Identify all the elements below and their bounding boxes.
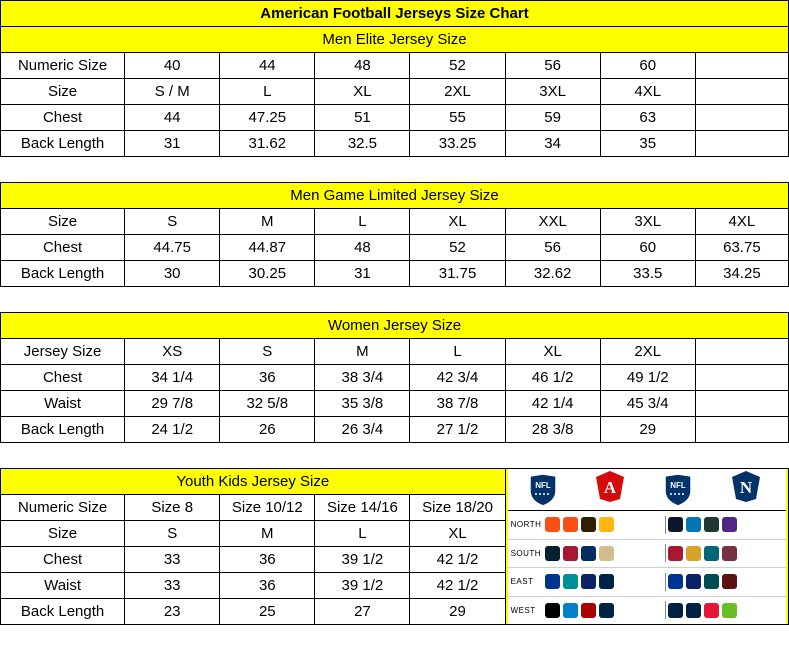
team-logo-icon	[545, 603, 560, 618]
division-label: WEST	[510, 605, 536, 615]
table-row	[1, 131, 789, 157]
row-label: Size	[1, 79, 125, 105]
team-logo-icon	[581, 603, 596, 618]
row-value: 26	[220, 417, 315, 443]
row-value: 33.25	[410, 131, 505, 157]
row-value: S / M	[125, 79, 220, 105]
row-value: 27 1/2	[410, 417, 505, 443]
table-row	[1, 53, 789, 79]
row-value: 31.75	[410, 261, 505, 287]
team-logo-icon	[722, 603, 737, 618]
row-value: 34 1/4	[125, 365, 220, 391]
section-title-row	[1, 27, 789, 53]
conference-divider	[665, 516, 666, 534]
row-value: 59	[505, 105, 600, 131]
table-row	[1, 79, 789, 105]
section-title-row	[1, 183, 789, 209]
team-logo-icon	[704, 546, 719, 561]
empty-cell	[695, 53, 788, 79]
row-value: 3XL	[505, 79, 600, 105]
row-value: 36	[220, 573, 315, 599]
team-logo-icon	[704, 517, 719, 532]
empty-cell	[695, 131, 788, 157]
row-value: XL	[410, 209, 505, 235]
row-value: 45 3/4	[600, 391, 695, 417]
row-value: 32 5/8	[220, 391, 315, 417]
row-value: XS	[125, 339, 220, 365]
section-spacer	[1, 443, 789, 469]
table-row	[1, 417, 789, 443]
team-logo-icon	[668, 603, 683, 618]
team-logo-icon	[581, 546, 596, 561]
page-title: American Football Jerseys Size Chart	[1, 1, 789, 27]
row-label: Waist	[1, 391, 125, 417]
row-label: Back Length	[1, 131, 125, 157]
row-value: 44	[125, 105, 220, 131]
section-title: Men Elite Jersey Size	[1, 27, 789, 53]
table-row	[1, 339, 789, 365]
division-label: NORTH	[510, 520, 542, 530]
row-value: L	[410, 339, 505, 365]
team-logo-icon	[722, 574, 737, 589]
row-label: Jersey Size	[1, 339, 125, 365]
division-row	[508, 597, 786, 625]
row-value: XL	[505, 339, 600, 365]
row-value: 30.25	[220, 261, 315, 287]
row-value: 32.5	[315, 131, 410, 157]
afc-team-logos	[545, 546, 663, 561]
row-value: 42 1/4	[505, 391, 600, 417]
team-logo-icon	[563, 603, 578, 618]
row-value: 33	[125, 547, 220, 573]
row-value: 44	[220, 53, 315, 79]
row-value: 29	[600, 417, 695, 443]
row-value: 2XL	[410, 79, 505, 105]
empty-cell	[695, 417, 788, 443]
row-label: Chest	[1, 365, 125, 391]
row-value: 44.87	[220, 235, 315, 261]
row-value: Size 10/12	[220, 495, 315, 521]
row-value: 44.75	[125, 235, 220, 261]
row-value: Size 18/20	[410, 495, 505, 521]
team-logo-icon	[686, 517, 701, 532]
row-label: Chest	[1, 235, 125, 261]
empty-cell	[695, 365, 788, 391]
row-value: 38 7/8	[410, 391, 505, 417]
afc-logo-icon	[590, 469, 630, 510]
section-spacer-cell	[1, 157, 789, 183]
row-value: 48	[315, 53, 410, 79]
team-logo-icon	[581, 517, 596, 532]
team-logo-icon	[686, 574, 701, 589]
row-value: 4XL	[695, 209, 788, 235]
team-logo-icon	[581, 574, 596, 589]
team-logo-icon	[704, 574, 719, 589]
row-value: 3XL	[600, 209, 695, 235]
team-logo-icon	[563, 517, 578, 532]
row-value: 47.25	[220, 105, 315, 131]
team-logo-icon	[686, 546, 701, 561]
conference-divider	[665, 601, 666, 619]
row-value: 27	[315, 599, 410, 625]
row-value: 34	[505, 131, 600, 157]
row-value: 48	[315, 235, 410, 261]
row-label: Chest	[1, 547, 125, 573]
row-value: M	[220, 521, 315, 547]
section-spacer-cell	[1, 287, 789, 313]
row-value: 42 1/2	[410, 547, 505, 573]
row-value: 34.25	[695, 261, 788, 287]
row-value: XL	[315, 79, 410, 105]
row-value: 51	[315, 105, 410, 131]
afc-team-logos	[545, 517, 663, 532]
table-row	[1, 261, 789, 287]
team-logo-icon	[545, 574, 560, 589]
empty-cell	[695, 339, 788, 365]
row-value: M	[315, 339, 410, 365]
team-logo-icon	[722, 517, 737, 532]
team-logo-icon	[668, 546, 683, 561]
document-title-row	[1, 1, 789, 27]
division-row	[508, 511, 786, 540]
row-value: 56	[505, 235, 600, 261]
row-value: 52	[410, 235, 505, 261]
nfl-shield-icon	[663, 473, 693, 507]
conference-divider	[665, 544, 666, 562]
team-logo-icon	[668, 574, 683, 589]
row-value: 35	[600, 131, 695, 157]
team-logo-icon	[686, 603, 701, 618]
row-label: Back Length	[1, 417, 125, 443]
team-logo-icon	[704, 603, 719, 618]
row-value: 39 1/2	[315, 573, 410, 599]
row-label: Size	[1, 209, 125, 235]
svg-text:NFL: NFL	[670, 480, 686, 490]
row-value: 24 1/2	[125, 417, 220, 443]
row-value: 42 3/4	[410, 365, 505, 391]
row-label: Size	[1, 521, 125, 547]
table-row	[1, 209, 789, 235]
row-label: Back Length	[1, 599, 125, 625]
row-value: 31	[125, 131, 220, 157]
row-value: 30	[125, 261, 220, 287]
section-title: Women Jersey Size	[1, 313, 789, 339]
row-value: 29 7/8	[125, 391, 220, 417]
row-value: 46 1/2	[505, 365, 600, 391]
nfc-team-logos	[668, 574, 786, 589]
row-value: 42 1/2	[410, 573, 505, 599]
row-value: L	[315, 209, 410, 235]
conference-header	[508, 469, 786, 511]
row-value: 31.62	[220, 131, 315, 157]
row-label: Waist	[1, 573, 125, 599]
section-title-row	[1, 469, 789, 495]
row-label: Chest	[1, 105, 125, 131]
row-value: 29	[410, 599, 505, 625]
row-value: 60	[600, 235, 695, 261]
row-value: S	[125, 209, 220, 235]
division-rows	[508, 511, 786, 624]
empty-cell	[695, 105, 788, 131]
row-value: M	[220, 209, 315, 235]
row-value: 56	[505, 53, 600, 79]
svg-text:NFL: NFL	[535, 480, 551, 490]
conference-divider	[665, 573, 666, 591]
row-value: 52	[410, 53, 505, 79]
row-value: 38 3/4	[315, 365, 410, 391]
svg-text:N: N	[739, 478, 752, 497]
nfc-team-logos	[668, 517, 786, 532]
section-spacer	[1, 287, 789, 313]
team-logo-icon	[599, 546, 614, 561]
division-label: EAST	[510, 577, 534, 587]
nfc-logo-icon	[726, 469, 766, 510]
row-value: 23	[125, 599, 220, 625]
row-value: 31	[315, 261, 410, 287]
row-value: 36	[220, 365, 315, 391]
svg-text:A: A	[604, 478, 617, 497]
table-row	[1, 365, 789, 391]
row-value: 28 3/8	[505, 417, 600, 443]
nfc-team-logos	[668, 546, 786, 561]
nfl-shield-icon	[528, 473, 558, 507]
section-title: Men Game Limited Jersey Size	[1, 183, 789, 209]
row-value: 35 3/8	[315, 391, 410, 417]
division-label: SOUTH	[510, 548, 542, 558]
empty-cell	[695, 79, 788, 105]
team-logo-icon	[545, 517, 560, 532]
row-value: 32.62	[505, 261, 600, 287]
row-value: 33	[125, 573, 220, 599]
team-logo-icon	[599, 574, 614, 589]
row-value: 49 1/2	[600, 365, 695, 391]
nfl-team-logos-panel	[508, 469, 786, 624]
row-value: 4XL	[600, 79, 695, 105]
table-row	[1, 235, 789, 261]
team-logo-icon	[563, 574, 578, 589]
section-spacer	[1, 157, 789, 183]
empty-cell	[695, 391, 788, 417]
row-value: 33.5	[600, 261, 695, 287]
row-value: 63	[600, 105, 695, 131]
table-row	[1, 391, 789, 417]
row-value: 63.75	[695, 235, 788, 261]
row-value: L	[315, 521, 410, 547]
row-value: S	[220, 339, 315, 365]
row-value: L	[220, 79, 315, 105]
row-value: Size 14/16	[315, 495, 410, 521]
nfl-logos-cell	[505, 469, 788, 625]
row-label: Numeric Size	[1, 495, 125, 521]
team-logo-icon	[668, 517, 683, 532]
row-label: Back Length	[1, 261, 125, 287]
team-logo-icon	[545, 546, 560, 561]
row-value: 36	[220, 547, 315, 573]
team-logo-icon	[599, 603, 614, 618]
row-value: Size 8	[125, 495, 220, 521]
nfc-team-logos	[668, 603, 786, 618]
team-logo-icon	[563, 546, 578, 561]
row-value: 39 1/2	[315, 547, 410, 573]
division-row	[508, 540, 786, 569]
afc-team-logos	[545, 574, 663, 589]
row-value: XL	[410, 521, 505, 547]
row-value: 25	[220, 599, 315, 625]
table-row	[1, 105, 789, 131]
afc-team-logos	[545, 603, 663, 618]
team-logo-icon	[722, 546, 737, 561]
row-value: 55	[410, 105, 505, 131]
section-spacer-cell	[1, 443, 789, 469]
row-value: 40	[125, 53, 220, 79]
section-title-row	[1, 313, 789, 339]
row-value: 60	[600, 53, 695, 79]
row-label: Numeric Size	[1, 53, 125, 79]
row-value: S	[125, 521, 220, 547]
section-title: Youth Kids Jersey Size	[1, 469, 506, 495]
division-row	[508, 568, 786, 597]
row-value: 2XL	[600, 339, 695, 365]
row-value: XXL	[505, 209, 600, 235]
team-logo-icon	[599, 517, 614, 532]
row-value: 26 3/4	[315, 417, 410, 443]
